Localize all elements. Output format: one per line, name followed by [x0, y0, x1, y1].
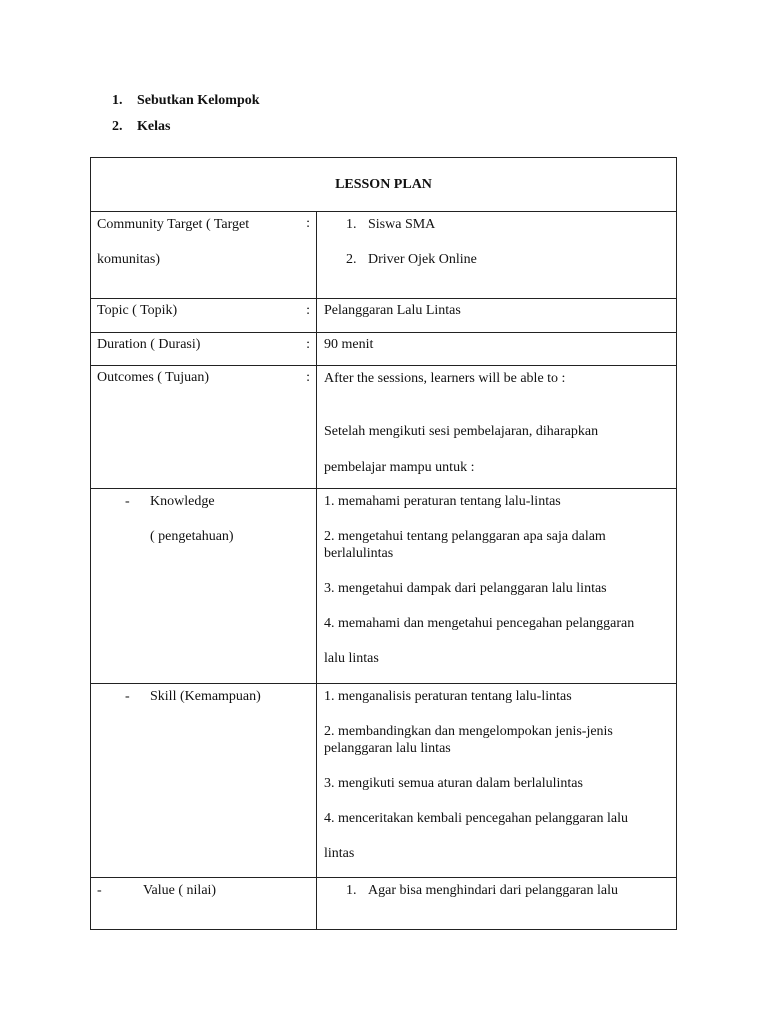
- skill-value-cell: [317, 684, 677, 878]
- list-item-text: Agar bisa menghindari dari pelanggaran lalu: [368, 883, 618, 898]
- topic-value: Pelanggaran Lalu Lintas: [317, 299, 677, 333]
- list-item-number: 1.: [346, 217, 357, 232]
- intro-item: [112, 93, 512, 119]
- intro-item-text: Sebutkan Kelompok: [137, 93, 260, 108]
- list-item-text: Siswa SMA: [368, 217, 436, 232]
- list-item: 1. menganalisis peraturan tentang lalu-lintas: [324, 689, 572, 704]
- list-item-text: Driver Ojek Online: [368, 252, 477, 267]
- knowledge-value-cell: [317, 489, 677, 684]
- topic-label-cell: [91, 299, 317, 333]
- list-item-number: 2.: [346, 252, 357, 267]
- knowledge-label-line-2: [97, 528, 292, 546]
- list-item: lintas: [324, 846, 355, 861]
- outcomes-line-1: After the sessions, learners will be able to :: [324, 371, 566, 386]
- list-item: [324, 216, 670, 234]
- intro-item-number: 1.: [112, 93, 123, 108]
- skill-label-cell: [91, 684, 317, 878]
- topic-row: [91, 299, 677, 333]
- knowledge-row: [91, 489, 677, 684]
- outcomes-value-cell: [317, 366, 677, 489]
- list-item: 2. mengetahui tentang pelanggaran apa saja dalam berlalulintas: [324, 529, 606, 561]
- community-row: [91, 212, 677, 299]
- value-label: Value ( nilai): [143, 883, 217, 898]
- knowledge-label-2: ( pengetahuan): [150, 529, 234, 544]
- lesson-plan-table: [90, 157, 677, 930]
- duration-row: [91, 333, 677, 366]
- community-label-line-2: komunitas): [97, 252, 160, 267]
- intro-item: [112, 119, 512, 145]
- community-label-cell: [91, 212, 317, 299]
- colon: :: [306, 337, 310, 352]
- list-item: [324, 251, 670, 269]
- list-item: 1. memahami peraturan tentang lalu-lintas: [324, 494, 561, 509]
- list-item: [324, 882, 670, 900]
- list-item: 3. mengetahui dampak dari pelanggaran lalu lintas: [324, 581, 607, 596]
- knowledge-label: Knowledge: [150, 494, 215, 509]
- outcomes-line-2: Setelah mengikuti sesi pembelajaran, diharapkan: [324, 424, 599, 439]
- dash: -: [125, 494, 130, 509]
- duration-value: 90 menit: [317, 333, 677, 366]
- knowledge-label-line: [97, 493, 292, 511]
- outcomes-row: [91, 366, 677, 489]
- spacer: [125, 528, 150, 546]
- list-item: 3. mengikuti semua aturan dalam berlalulintas: [324, 776, 583, 791]
- intro-list: [112, 93, 512, 145]
- intro-item-text: Kelas: [137, 119, 171, 134]
- dash: -: [125, 689, 130, 704]
- list-item: lalu lintas: [324, 651, 379, 666]
- table-title: LESSON PLAN: [91, 158, 677, 212]
- topic-label: Topic ( Topik): [97, 303, 178, 318]
- community-value-cell: [317, 212, 677, 299]
- dash: -: [97, 883, 102, 898]
- skill-row: [91, 684, 677, 878]
- value-label-cell: [91, 878, 317, 930]
- colon: :: [306, 216, 310, 231]
- community-label-line-1: Community Target ( Target: [97, 217, 250, 232]
- duration-label: Duration ( Durasi): [97, 337, 201, 352]
- skill-label-line: [97, 688, 292, 706]
- value-label-line: [97, 882, 292, 900]
- outcomes-label: Outcomes ( Tujuan): [97, 370, 209, 385]
- list-item: 2. membandingkan dan mengelompokan jenis-jenis pelanggaran lalu lintas: [324, 724, 613, 756]
- colon: :: [306, 370, 310, 385]
- knowledge-label-cell: [91, 489, 317, 684]
- value-value-cell: [317, 878, 677, 930]
- intro-item-number: 2.: [112, 119, 123, 134]
- colon: :: [306, 303, 310, 318]
- list-item: 4. memahami dan mengetahui pencegahan pelanggaran: [324, 616, 635, 631]
- title-row: [91, 158, 677, 212]
- list-item: 4. menceritakan kembali pencegahan pelanggaran lalu: [324, 811, 628, 826]
- duration-label-cell: [91, 333, 317, 366]
- outcomes-line-3: pembelajar mampu untuk :: [324, 460, 475, 475]
- list-item-number: 1.: [346, 883, 357, 898]
- value-row: [91, 878, 677, 930]
- outcomes-label-cell: [91, 366, 317, 489]
- skill-label: Skill (Kemampuan): [150, 689, 261, 704]
